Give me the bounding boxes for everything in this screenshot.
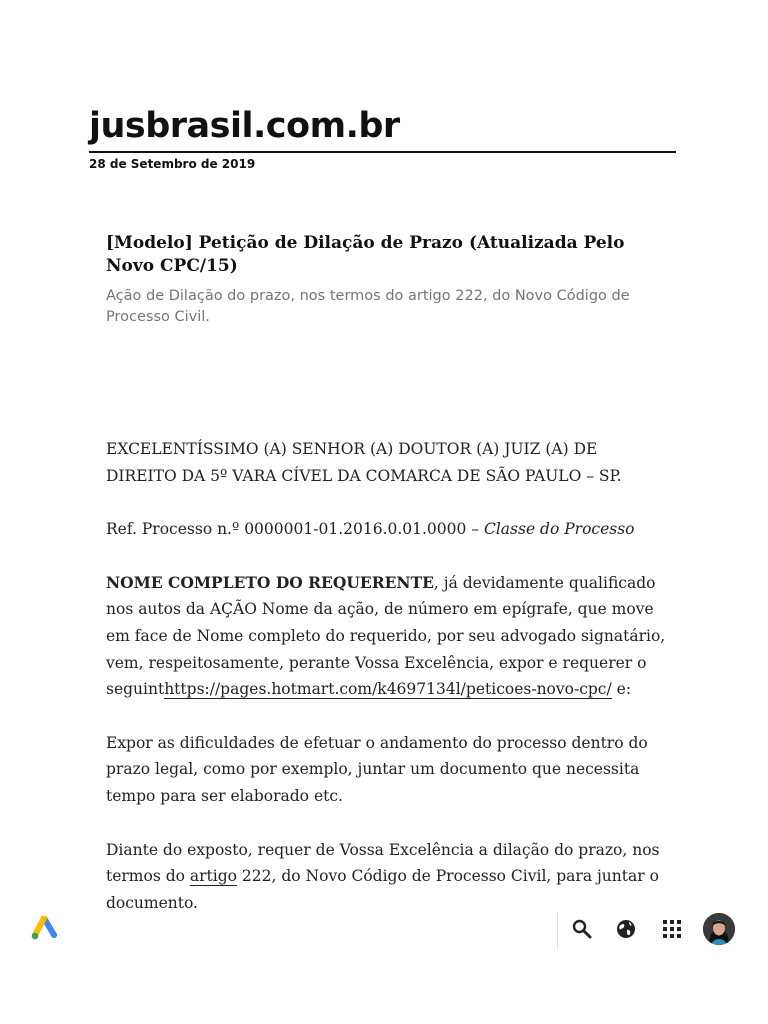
final-text-start: Diante do exposto, requer de Vossa Excelência a dilação do prazo, nos termos do (106, 840, 660, 886)
article-body (106, 436, 666, 943)
requester-name: NOME COMPLETO DO REQUERENTE (106, 572, 434, 592)
site-title[interactable]: jusbrasil.com.br (89, 104, 676, 153)
globe-icon[interactable] (613, 916, 639, 942)
request-end: e: (611, 680, 632, 699)
article-header (106, 232, 666, 328)
toolbar-divider (557, 912, 558, 950)
logo-icon[interactable] (30, 916, 60, 942)
reference-paragraph (106, 516, 666, 543)
search-icon[interactable] (569, 916, 595, 942)
avatar[interactable] (703, 913, 735, 945)
publish-date: 28 de Setembro de 2019 (89, 157, 256, 171)
hotmart-link[interactable]: https://pages.hotmart.com/k4697134l/peticoes-novo-cpc/ (164, 680, 612, 699)
article-link[interactable]: artigo (189, 867, 237, 886)
reference-class: Classe do Processo (483, 520, 635, 539)
article-title: [Modelo] Petição de Dilação de Prazo (Atualizada Pelo Novo CPC/15) (106, 233, 625, 276)
address-paragraph: EXCELENTÍSSIMO (A) SENHOR (A) DOUTOR (A) JUIZ (A) DE DIREITO DA 5º VARA CÍVEL DA COMARCA DE SÃO PAULO – SP. (106, 440, 622, 485)
masthead (89, 104, 676, 171)
bottom-toolbar (0, 900, 768, 960)
request-paragraph (106, 570, 666, 703)
expose-paragraph: Expor as dificuldades de efetuar o andamento do processo dentro do prazo legal, como por exemplo, juntar um documento que necessita tempo para ser elaborado etc. (106, 733, 648, 805)
apps-grid-icon[interactable] (659, 916, 685, 942)
reference-number: Ref. Processo n.º 0000001-01.2016.0.01.0000 – (106, 520, 484, 539)
request-text: , já devidamente qualificado nos autos da AÇÃO Nome da ação, de número em epígrafe, que move em face de Nome completo do requerido, por seu advogado signatário, vem, respeitosamente, perante Vossa Excelência, expor e requerer o seguint (106, 573, 666, 699)
final-text-end: 222, do Novo Código de Processo Civil, para juntar o documento. (106, 867, 659, 912)
article-subtitle: Ação de Dilação do prazo, nos termos do artigo 222, do Novo Código de Processo Civil. (106, 288, 630, 325)
